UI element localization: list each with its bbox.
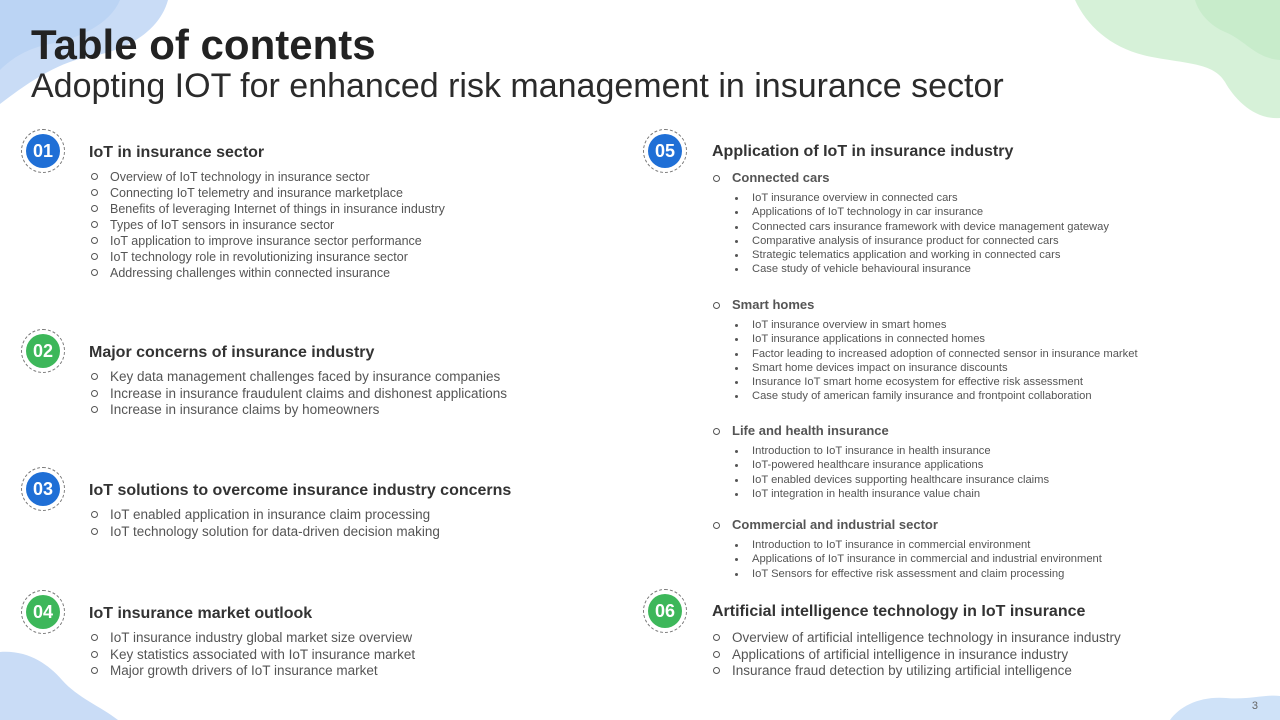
list-item[interactable]: Types of IoT sensors in insurance sector xyxy=(91,217,445,233)
section-number-badge xyxy=(643,589,687,633)
list-item[interactable]: Addressing challenges within connected insurance xyxy=(91,265,445,281)
list-item[interactable]: IoT integration in health insurance value chain xyxy=(733,487,1049,501)
list-item[interactable]: Increase in insurance fraudulent claims and dishonest applications xyxy=(91,386,507,403)
subsection-life-health xyxy=(713,423,1049,501)
list-item[interactable]: Case study of vehicle behavioural insurance xyxy=(733,262,1109,276)
list-item[interactable]: Applications of artificial intelligence in insurance industry xyxy=(713,647,1121,664)
list-item[interactable]: IoT insurance applications in connected homes xyxy=(733,332,1138,346)
section-items xyxy=(91,369,507,419)
list-item[interactable]: Factor leading to increased adoption of connected sensor in insurance market xyxy=(733,347,1138,361)
section-number-badge xyxy=(21,129,65,173)
section-number: 04 xyxy=(26,595,60,629)
section-title: Application of IoT in insurance industry xyxy=(712,143,1014,160)
section-number-badge xyxy=(643,129,687,173)
decorative-blob-top-right xyxy=(1075,0,1280,120)
subsection-items xyxy=(733,318,1138,404)
list-item[interactable]: Introduction to IoT insurance in commercial environment xyxy=(733,538,1102,552)
list-item[interactable]: Applications of IoT insurance in commercial and industrial environment xyxy=(733,552,1102,566)
section-items xyxy=(91,507,440,540)
subsection-connected-cars xyxy=(713,170,1109,277)
list-item[interactable]: Case study of american family insurance and frontpoint collaboration xyxy=(733,389,1138,403)
list-item[interactable]: IoT technology role in revolutionizing insurance sector xyxy=(91,249,445,265)
section-04 xyxy=(21,590,581,690)
list-item[interactable]: Strategic telematics application and working in connected cars xyxy=(733,248,1109,262)
section-number-badge xyxy=(21,329,65,373)
list-item[interactable]: IoT insurance overview in connected cars xyxy=(733,191,1109,205)
list-item[interactable]: IoT technology solution for data-driven decision making xyxy=(91,524,440,541)
list-item[interactable]: IoT insurance overview in smart homes xyxy=(733,318,1138,332)
section-number: 01 xyxy=(26,134,60,168)
section-items xyxy=(91,169,445,281)
subsection-heading: Smart homes xyxy=(713,297,1138,313)
list-item[interactable]: Key statistics associated with IoT insurance market xyxy=(91,647,415,664)
subsection-heading: Life and health insurance xyxy=(713,423,1049,439)
list-item[interactable]: Key data management challenges faced by insurance companies xyxy=(91,369,507,386)
list-item[interactable]: Applications of IoT technology in car insurance xyxy=(733,205,1109,219)
subsection-items xyxy=(733,444,1049,501)
list-item[interactable]: IoT insurance industry global market size overview xyxy=(91,630,415,647)
section-number: 05 xyxy=(648,134,682,168)
page-number: 3 xyxy=(1251,700,1258,712)
decorative-blob-bottom-right xyxy=(1170,694,1280,720)
list-item[interactable]: IoT Sensors for effective risk assessment and claim processing xyxy=(733,567,1102,581)
section-number: 03 xyxy=(26,472,60,506)
list-item[interactable]: Major growth drivers of IoT insurance market xyxy=(91,663,415,680)
list-item[interactable]: Connecting IoT telemetry and insurance marketplace xyxy=(91,185,445,201)
list-item[interactable]: Overview of IoT technology in insurance sector xyxy=(91,169,445,185)
subsection-items xyxy=(733,538,1102,581)
section-title: IoT insurance market outlook xyxy=(89,605,313,622)
list-item[interactable]: IoT application to improve insurance sector performance xyxy=(91,233,445,249)
section-title: Artificial intelligence technology in IoT insurance xyxy=(712,603,1086,620)
list-item[interactable]: Increase in insurance claims by homeowners xyxy=(91,402,507,419)
section-number-badge xyxy=(21,590,65,634)
list-item[interactable]: IoT-powered healthcare insurance applications xyxy=(733,458,1049,472)
section-items xyxy=(91,630,415,680)
list-item[interactable]: IoT enabled devices supporting healthcare insurance claims xyxy=(733,473,1049,487)
list-item[interactable]: Benefits of leveraging Internet of things in insurance industry xyxy=(91,201,445,217)
subsection-heading: Commercial and industrial sector xyxy=(713,517,1102,533)
section-title: IoT in insurance sector xyxy=(89,144,265,161)
section-02 xyxy=(21,329,581,429)
list-item[interactable]: Introduction to IoT insurance in health insurance xyxy=(733,444,1049,458)
list-item[interactable]: Overview of artificial intelligence technology in insurance industry xyxy=(713,630,1121,647)
list-item[interactable]: Comparative analysis of insurance product for connected cars xyxy=(733,234,1109,248)
subsection-items xyxy=(733,191,1109,277)
section-title: Major concerns of insurance industry xyxy=(89,344,375,361)
section-number-badge xyxy=(21,467,65,511)
page-subtitle: Adopting IOT for enhanced risk management in insurance sector xyxy=(31,67,1004,105)
list-item[interactable]: Insurance fraud detection by utilizing artificial intelligence xyxy=(713,663,1121,680)
list-item[interactable]: Smart home devices impact on insurance discounts xyxy=(733,361,1138,375)
section-05 xyxy=(643,129,1263,589)
section-title: IoT solutions to overcome insurance industry concerns xyxy=(89,482,512,499)
section-items xyxy=(713,630,1121,680)
section-03 xyxy=(21,467,581,547)
section-01 xyxy=(21,129,581,289)
subsection-heading: Connected cars xyxy=(713,170,1109,186)
section-number: 06 xyxy=(648,594,682,628)
section-06 xyxy=(643,589,1263,689)
subsection-commercial-industrial xyxy=(713,517,1102,581)
list-item[interactable]: IoT enabled application in insurance claim processing xyxy=(91,507,440,524)
list-item[interactable]: Insurance IoT smart home ecosystem for effective risk assessment xyxy=(733,375,1138,389)
subsection-smart-homes xyxy=(713,297,1138,404)
list-item[interactable]: Connected cars insurance framework with device management gateway xyxy=(733,220,1109,234)
page-title: Table of contents xyxy=(31,21,376,68)
section-number: 02 xyxy=(26,334,60,368)
